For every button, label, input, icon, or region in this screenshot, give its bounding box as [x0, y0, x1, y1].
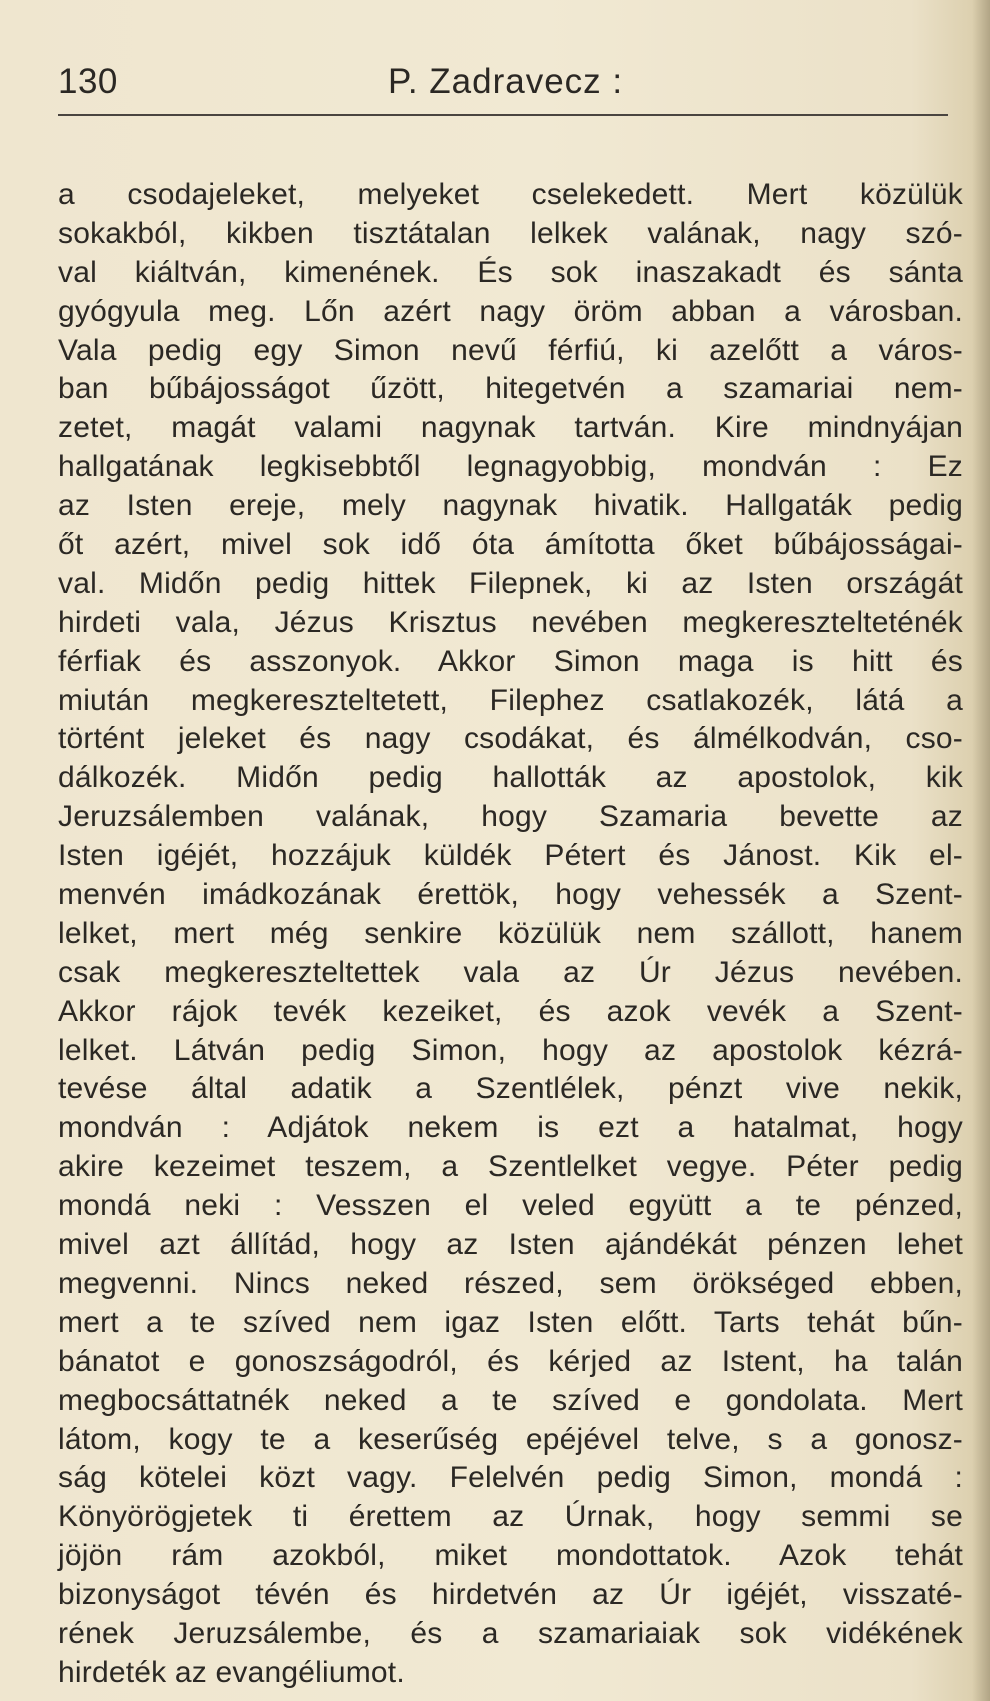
text-line: csak megkereszteltettek vala az Úr Jézus nevében. [58, 955, 963, 989]
text-line: ban bűbájosságot űzött, hitegetvén a szamariai nem- [58, 372, 963, 406]
text-line: hallgatának legkisebbtől legnagyobbig, mondván : Ez [58, 450, 963, 484]
text-line: az Isten ereje, mely nagynak hivatik. Hallgaták pedig [58, 489, 963, 523]
text-line: férfiak és asszonyok. Akkor Simon maga is hitt és [58, 644, 963, 678]
text-line: lelket. Látván pedig Simon, hogy az apostolok kézrá- [58, 1033, 963, 1067]
text-line: őt azért, mivel sok idő óta ámította őket bűbájosságai- [58, 528, 963, 562]
text-line: gyógyula meg. Lőn azért nagy öröm abban a városban. [58, 294, 963, 328]
text-line: sokakból, kikben tisztátalan lelkek valának, nagy szó- [58, 216, 963, 250]
text-line: Akkor rájok tevék kezeiket, és azok vevék a Szent- [58, 994, 963, 1028]
text-line: tevése által adatik a Szentlélek, pénzt vive nekik, [58, 1072, 963, 1106]
text-line: zetet, magát valami nagynak tartván. Kire mindnyájan [58, 411, 963, 445]
text-line: mert a te szíved nem igaz Isten előtt. Tarts tehát bűn- [58, 1305, 963, 1339]
text-line: dálkozék. Midőn pedig hallották az apostolok, kik [58, 761, 963, 795]
page-number: 130 [58, 62, 118, 101]
running-head: P. Zadravecz : [388, 62, 624, 101]
text-line: menvén imádkozának érettök, hogy vehessék a Szent- [58, 878, 963, 912]
text-line: a csodajeleket, melyeket cselekedett. Mert közülük [58, 178, 963, 211]
text-line: történt jeleket és nagy csodákat, és álmélkodván, cso- [58, 722, 963, 756]
text-line: Könyörögjetek ti érettem az Úrnak, hogy semmi se [58, 1500, 963, 1534]
text-line: akire kezeimet teszem, a Szentlelket vegye. Péter pedig [58, 1150, 963, 1184]
text-line: Isten igéjét, hozzájuk küldék Pétert és Jánost. Kik el- [58, 839, 963, 873]
body-text [58, 176, 963, 1693]
text-line-last: hirdeték az evangéliumot. [58, 1655, 405, 1689]
header-rule [58, 114, 948, 116]
text-line: mivel azt állítád, hogy az Isten ajándékát pénzen lehet [58, 1228, 963, 1262]
text-line: Jeruzsálemben valának, hogy Szamaria bevette az [58, 800, 963, 834]
text-line: lelket, mert még senkire közülük nem szállott, hanem [58, 916, 963, 950]
text-line: miután megkereszteltetett, Filephez csatlakozék, látá a [58, 683, 963, 717]
text-line: rének Jeruzsálembe, és a szamariaiak sok vidékének [58, 1616, 963, 1650]
page-edge-shadow [972, 0, 990, 1701]
text-line: mondá neki : Vesszen el veled együtt a te pénzed, [58, 1189, 963, 1223]
text-line: látom, kogy te a keserűség epéjével telve, s a gonosz- [58, 1422, 963, 1456]
text-line: megvenni. Nincs neked részed, sem örökséged ebben, [58, 1266, 963, 1300]
text-line: mondván : Adjátok nekem is ezt a hatalmat, hogy [58, 1111, 963, 1145]
text-line: bizonyságot tévén és hirdetvén az Úr igéjét, visszaté- [58, 1578, 963, 1612]
text-line: val kiáltván, kimenének. És sok inaszakadt és sánta [58, 255, 963, 289]
page-header [58, 62, 948, 112]
text-line: jöjön rám azokból, miket mondottatok. Azok tehát [58, 1539, 963, 1573]
text-line: ság kötelei közt vagy. Felelvén pedig Simon, mondá : [58, 1461, 963, 1495]
text-line: bánatot e gonoszságodról, és kérjed az Istent, ha talán [58, 1344, 963, 1378]
text-line: val. Midőn pedig hittek Filepnek, ki az Isten országát [58, 566, 963, 600]
text-line: Vala pedig egy Simon nevű férfiú, ki azelőtt a város- [58, 333, 963, 367]
text-line: megbocsáttatnék neked a te szíved e gondolata. Mert [58, 1383, 963, 1417]
text-line: hirdeti vala, Jézus Krisztus nevében megkeresztelteténék [58, 605, 963, 639]
